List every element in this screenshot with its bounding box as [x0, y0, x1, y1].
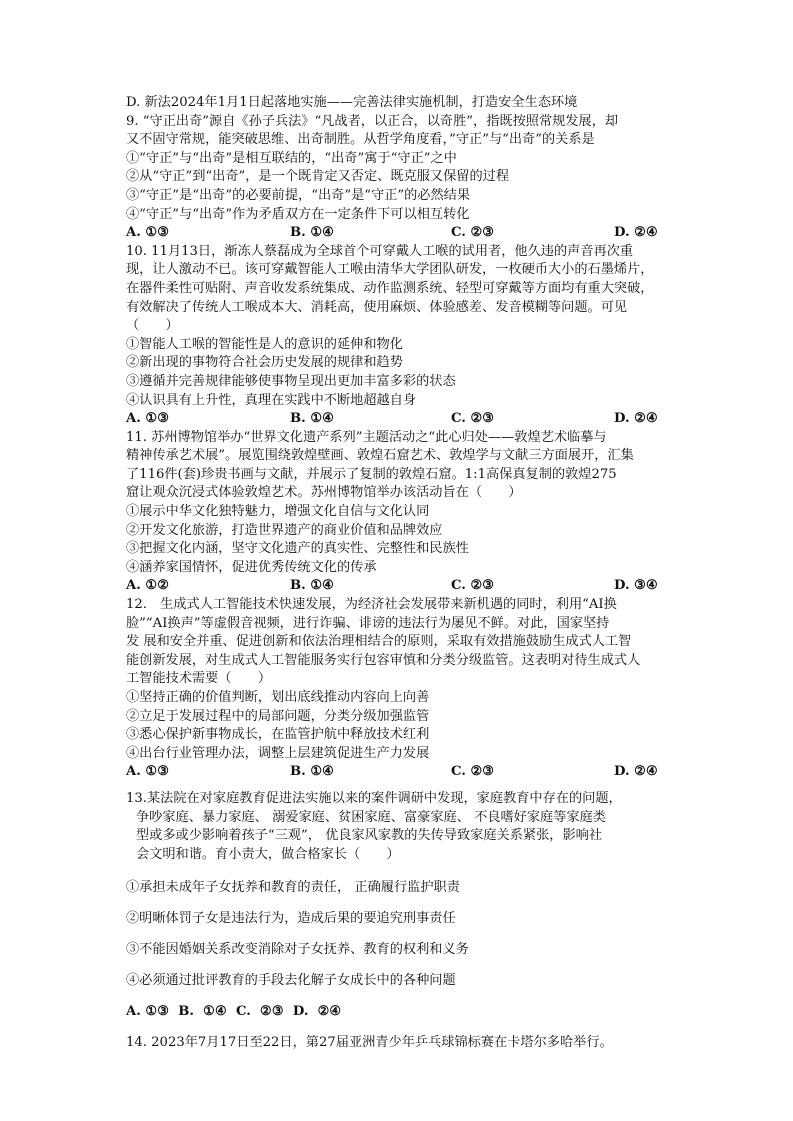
q10-options	[126, 410, 666, 429]
q12-stem-line: 发 展和安全并重、促进创新和依法治理相结合的原则，采取有效措施鼓励生成式人工智	[126, 634, 632, 650]
q9-item: ②从“守正”到“出奇”，是一个既肯定又否定、既克服又保留的过程	[126, 169, 510, 185]
q11-option-a[interactable]: A. ①②	[126, 578, 170, 594]
q12-item: ①坚持正确的价值判断，划出底线推动内容向上向善	[126, 690, 430, 705]
q10-stem-line: 现，让人激动不已。该可穿戴智能人工喉由清华大学团队研发，一枚硬币大小的石墨烯片，	[126, 262, 654, 278]
question-10	[126, 243, 666, 429]
q10-option-c[interactable]: C. ②③	[451, 411, 495, 427]
q14-stem-line: 14. 2023年7月17日至22日，第27届亚洲青少年乒乓球锦标赛在卡塔尔多哈举行。	[126, 1035, 613, 1051]
q10-item: ①智能人工喉的智能性是人的意识的延伸和物化	[126, 336, 403, 352]
q10-item: ②新出现的事物符合社会历史发展的规律和趋势	[126, 355, 403, 371]
q10-stem-line: 10. 11月13日，渐冻人蔡磊成为全球首个可穿戴人工喉的试用者，他久违的声音再次重	[126, 243, 634, 259]
q12-stem-line: 工智能技术需要（ ）	[126, 671, 272, 687]
q9-stem-line: 又不固守常规，能突破思维、出奇制胜。从哲学角度看，”守正”与“出奇”的关系是	[126, 132, 595, 148]
q10-option-b[interactable]: B. ①④	[290, 411, 334, 427]
q11-item: ③把握文化内涵，坚守文化遗产的真实性、完整性和民族性	[126, 541, 469, 557]
q10-option-a[interactable]: A. ①③	[126, 411, 170, 427]
q12-stem-line: 能创新发展，对生成式人工智能服务实行包容审慎和分类分级监管。这表明对待生成式人	[126, 652, 641, 668]
q11-options	[126, 577, 666, 596]
q9-option-c[interactable]: C. ②③	[451, 225, 495, 241]
q9-item: ①“守正”与“出奇”是相互联结的，“出奇”寓于“守正”之中	[126, 150, 457, 166]
q11-stem-line: 11. 苏州博物馆举办“世界文化遗产系列”主题活动之“此心归处——敦煌艺术临摹与	[126, 429, 607, 445]
spacer	[126, 782, 666, 790]
question-11	[126, 429, 666, 596]
q9-stem-line: 9. “守正出奇”源自《孙子兵法》“凡战者，以正合，以奇胜”，指既按照常规发展，却	[126, 113, 619, 129]
q13-item: ③不能因婚姻关系改变消除对子女抚养、教育的权利和义务	[126, 942, 469, 958]
q13-stem-line: 型或多或少影响着孩子“三观”， 优良家风家教的失传导致家庭关系紧张，影响社	[136, 828, 603, 844]
q9-option-d[interactable]: D. ②④	[614, 225, 658, 241]
q11-option-b[interactable]: B. ①④	[290, 578, 334, 594]
q12-option-b[interactable]: B. ①④	[290, 764, 334, 780]
q10-option-d[interactable]: D. ②④	[614, 411, 658, 427]
spacer	[126, 864, 666, 872]
q10-answer-blank: （ ）	[126, 318, 179, 334]
q12-item: ②立足于发展过程中的局部问题，分类分级加强监管	[126, 708, 430, 724]
q10-stem-line: 有效解决了传统人工喉成本大、消耗高，使用麻烦、体验感差、发音模糊等问题。可见	[126, 299, 628, 315]
q12-stem-line: 脸”“AI换声”等虚假音视频，进行诈骗、诽谤的违法行为屡见不鲜。对此，国家坚持	[126, 615, 610, 631]
q11-option-d[interactable]: D. ③④	[614, 578, 658, 594]
q12-option-c[interactable]: C. ②③	[451, 764, 495, 780]
q13-item: ④必须通过批评教育的手段去化解子女成长中的各种问题	[126, 973, 456, 989]
q12-item: ③悉心保护新事物成长，在监管护航中释放技术红利	[126, 727, 430, 743]
q12-options	[126, 763, 666, 782]
q11-item: ①展示中华文化独特魅力，增强文化自信与文化认同	[126, 504, 430, 520]
question-13	[126, 790, 666, 1027]
q13-item: ②明晰体罚子女是违法行为，造成后果的要追究刑事责任	[126, 911, 456, 927]
q11-item: ④涵养家国情怀，促进优秀传统文化的传承	[126, 559, 377, 575]
q11-stem-line: 了116件(套)珍贵书画与文献，并展示了复制的敦煌石窟。1:1高保真复制的敦煌275	[126, 466, 617, 482]
q9-option-a[interactable]: A. ①③	[126, 225, 170, 241]
q9-option-b[interactable]: B. ①④	[290, 225, 334, 241]
question-12	[126, 596, 666, 782]
q11-option-c[interactable]: C. ②③	[451, 578, 495, 594]
q9-options	[126, 224, 666, 243]
question-9	[126, 113, 666, 243]
q12-stem-line: 12. 生成式人工智能技术快速发展，为经济社会发展带来新机遇的同时，利用“AI换	[126, 597, 617, 613]
question-column	[126, 94, 666, 1058]
q13-stem-line: 会文明和谐。育小责大，做合格家长（ ）	[136, 846, 400, 862]
q11-stem-line: 窟让观众沉浸式体验敦煌艺术。苏州博物馆举办该活动旨在（ ）	[126, 485, 522, 501]
q10-stem-line: 在器件柔性可贴附、声音收发系统集成、动作监测系统、轻型可穿戴等方面均有重大突破，	[126, 280, 654, 296]
q13-item: ①承担未成年子女抚养和教育的责任， 正确履行监护职责	[126, 880, 460, 896]
q11-item: ②开发文化旅游，打造世界遗产的商业价值和品牌效应	[126, 522, 443, 538]
q12-option-d[interactable]: D. ②④	[614, 764, 658, 780]
q12-option-a[interactable]: A. ①③	[126, 764, 170, 780]
q13-stem-line: 13.某法院在对家庭教育促进法实施以来的案件调研中发现，家庭教育中存在的问题，	[126, 790, 622, 806]
q10-item: ③遵循并完善规律能够使事物呈现出更加丰富多彩的状态	[126, 373, 456, 389]
q13-stem-line: 争吵家庭、暴力家庭、 溺爱家庭、贫困家庭、富豪家庭、 不良嗜好家庭等家庭类	[136, 809, 606, 825]
q10-item: ④认识具有上升性，真理在实践中不断地超越自身	[126, 392, 417, 408]
q11-stem-line: 精神传承艺术展”。展览围绕敦煌壁画、敦煌石窟艺术、敦煌学与文献三方面展开，汇集	[126, 448, 634, 464]
q12-item: ④出台行业管理办法，调整上层建筑促进生产力发展	[126, 745, 430, 761]
q9-item: ③“守正”是“出奇”的必要前提，“出奇”是“守正”的必然结果	[126, 187, 471, 203]
q9-item: ④“守正”与“出奇”作为矛盾双方在一定条件下可以相互转化	[126, 206, 470, 222]
q13-options[interactable]: A. ①③ B. ①④ C. ②③ D. ②④	[126, 1004, 342, 1020]
q8-option-d: D. 新法2024年1月1日起落地实施——完善法律实施机制，打造安全生态环境	[126, 95, 578, 110]
